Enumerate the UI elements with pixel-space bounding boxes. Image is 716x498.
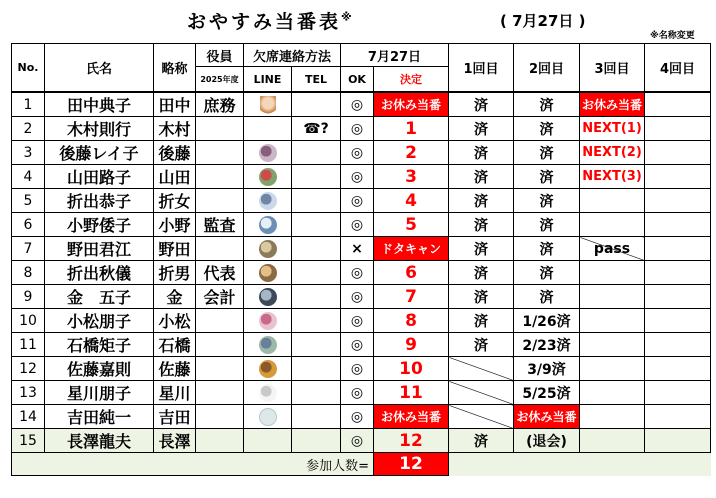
tel-cell <box>292 429 341 453</box>
line-cell <box>244 92 292 117</box>
member-name: 小野倭子 <box>45 213 154 237</box>
member-name: 小松朋子 <box>45 309 154 333</box>
round4-cell <box>645 285 711 309</box>
table-row <box>12 117 711 141</box>
line-cell <box>244 429 292 453</box>
round1-cell: 済 <box>449 309 514 333</box>
member-role <box>196 309 244 333</box>
round2-cell: 済 <box>514 92 580 117</box>
line-cell <box>244 213 292 237</box>
row-no: 5 <box>12 189 45 213</box>
member-role <box>196 165 244 189</box>
round2-cell: 2/23済 <box>514 333 580 357</box>
member-short: 後藤 <box>154 141 196 165</box>
line-avatar-icon <box>259 168 277 186</box>
tel-cell <box>292 165 341 189</box>
round1-cell: 済 <box>449 261 514 285</box>
header-round2: 2回目 <box>514 44 580 93</box>
member-name: 石橋矩子 <box>45 333 154 357</box>
line-cell <box>244 405 292 429</box>
round2-cell: 済 <box>514 117 580 141</box>
member-short: 星川 <box>154 381 196 405</box>
member-role <box>196 429 244 453</box>
rename-note: ※名称変更 <box>650 31 695 41</box>
tel-cell <box>292 357 341 381</box>
member-short: 田中 <box>154 92 196 117</box>
round3-cell <box>580 213 645 237</box>
row-no: 2 <box>12 117 45 141</box>
row-no: 4 <box>12 165 45 189</box>
ok-mark: ◎ <box>341 309 374 333</box>
round4-cell <box>645 165 711 189</box>
header-role-year: 2025年度 <box>196 67 244 93</box>
line-cell <box>244 357 292 381</box>
row-no: 11 <box>12 333 45 357</box>
member-name: 野田君江 <box>45 237 154 261</box>
table-row <box>12 405 711 429</box>
tel-cell <box>292 333 341 357</box>
round4-cell <box>645 189 711 213</box>
decision-cell: 9 <box>374 333 449 357</box>
member-name: 木村則行 <box>45 117 154 141</box>
header-role: 役員 <box>196 44 244 67</box>
member-name: 星川朋子 <box>45 381 154 405</box>
line-avatar-icon <box>259 384 277 402</box>
round3-cell: お休み当番 <box>580 92 645 117</box>
header-ok: OK <box>341 67 374 93</box>
participant-count-value: 12 <box>374 453 449 476</box>
ok-mark: ◎ <box>341 357 374 381</box>
line-avatar-icon <box>259 288 277 306</box>
member-role: 会計 <box>196 285 244 309</box>
round2-cell: 済 <box>514 213 580 237</box>
ok-mark: ◎ <box>341 213 374 237</box>
line-cell <box>244 117 292 141</box>
row-no: 3 <box>12 141 45 165</box>
round4-cell <box>645 309 711 333</box>
line-avatar-icon <box>259 192 277 210</box>
ok-mark: ◎ <box>341 165 374 189</box>
line-cell <box>244 381 292 405</box>
member-role <box>196 333 244 357</box>
member-short: 長澤 <box>154 429 196 453</box>
round3-cell: NEXT(2) <box>580 141 645 165</box>
ok-mark: × <box>341 237 374 261</box>
ok-mark: ◎ <box>341 333 374 357</box>
header-round3: 3回目 <box>580 44 645 93</box>
decision-cell: 1 <box>374 117 449 141</box>
ok-mark: ◎ <box>341 117 374 141</box>
header-decision: 決定 <box>374 67 449 93</box>
round3-cell: NEXT(3) <box>580 165 645 189</box>
table-row <box>12 429 711 453</box>
header-no: No. <box>12 44 45 93</box>
line-cell <box>244 165 292 189</box>
round2-cell: 3/9済 <box>514 357 580 381</box>
ok-mark: ◎ <box>341 189 374 213</box>
line-avatar-icon <box>259 144 277 162</box>
member-short: 折男 <box>154 261 196 285</box>
tel-cell <box>292 381 341 405</box>
page-title: おやすみ当番表※ <box>187 10 352 33</box>
round1-cell <box>449 381 514 405</box>
round4-cell <box>645 405 711 429</box>
table-row <box>12 381 711 405</box>
round4-cell <box>645 117 711 141</box>
member-role <box>196 237 244 261</box>
round1-cell: 済 <box>449 237 514 261</box>
member-short: 木村 <box>154 117 196 141</box>
round3-cell <box>580 309 645 333</box>
duty-table <box>11 43 711 476</box>
date-heading: ( 7月27日 ) <box>500 12 586 30</box>
decision-cell: ドタキャン <box>374 237 449 261</box>
round4-cell <box>645 92 711 117</box>
round3-cell <box>580 429 645 453</box>
row-no: 12 <box>12 357 45 381</box>
ok-mark: ◎ <box>341 405 374 429</box>
tel-cell <box>292 285 341 309</box>
round4-cell <box>645 261 711 285</box>
round2-cell: (退会) <box>514 429 580 453</box>
round4-cell <box>645 141 711 165</box>
header-round1: 1回目 <box>449 44 514 93</box>
table-row <box>12 309 711 333</box>
decision-cell: 7 <box>374 285 449 309</box>
ok-mark: ◎ <box>341 92 374 117</box>
round3-cell <box>580 261 645 285</box>
member-name: 折出恭子 <box>45 189 154 213</box>
header-tel: TEL <box>292 67 341 93</box>
table-row <box>12 189 711 213</box>
round4-cell <box>645 357 711 381</box>
round3-cell <box>580 381 645 405</box>
round1-cell: 済 <box>449 333 514 357</box>
line-cell <box>244 261 292 285</box>
round3-cell <box>580 333 645 357</box>
round2-cell: お休み当番 <box>514 405 580 429</box>
decision-cell: 5 <box>374 213 449 237</box>
header-short: 略称 <box>154 44 196 93</box>
table-row <box>12 357 711 381</box>
round1-cell: 済 <box>449 165 514 189</box>
line-avatar-icon <box>259 312 277 330</box>
round4-cell <box>645 429 711 453</box>
decision-cell: 6 <box>374 261 449 285</box>
table-row <box>12 213 711 237</box>
header-round4: 4回目 <box>645 44 711 93</box>
line-avatar-icon <box>259 408 277 426</box>
line-cell <box>244 189 292 213</box>
decision-cell: 10 <box>374 357 449 381</box>
round2-cell: 済 <box>514 165 580 189</box>
header-line: LINE <box>244 67 292 93</box>
round4-cell <box>645 237 711 261</box>
member-name: 田中典子 <box>45 92 154 117</box>
member-role <box>196 141 244 165</box>
row-no: 1 <box>12 92 45 117</box>
member-role <box>196 189 244 213</box>
round3-cell <box>580 189 645 213</box>
line-cell <box>244 237 292 261</box>
tel-cell <box>292 189 341 213</box>
member-short: 折女 <box>154 189 196 213</box>
line-avatar-icon <box>259 216 277 234</box>
round1-cell: 済 <box>449 141 514 165</box>
member-name: 吉田純一 <box>45 405 154 429</box>
line-cell <box>244 141 292 165</box>
member-short: 小松 <box>154 309 196 333</box>
line-cell <box>244 285 292 309</box>
decision-cell: 4 <box>374 189 449 213</box>
round2-cell: 済 <box>514 189 580 213</box>
member-short: 小野 <box>154 213 196 237</box>
row-no: 14 <box>12 405 45 429</box>
member-short: 山田 <box>154 165 196 189</box>
ok-mark: ◎ <box>341 381 374 405</box>
member-short: 吉田 <box>154 405 196 429</box>
round1-cell <box>449 405 514 429</box>
decision-cell: お休み当番 <box>374 92 449 117</box>
tel-cell <box>292 92 341 117</box>
table-row <box>12 92 711 117</box>
round1-cell: 済 <box>449 117 514 141</box>
ok-mark: ◎ <box>341 429 374 453</box>
round1-cell: 済 <box>449 429 514 453</box>
round1-cell: 済 <box>449 285 514 309</box>
round2-cell: 済 <box>514 285 580 309</box>
member-role: 監査 <box>196 213 244 237</box>
ok-mark: ◎ <box>341 141 374 165</box>
tel-cell <box>292 141 341 165</box>
member-short: 石橋 <box>154 333 196 357</box>
member-role: 庶務 <box>196 92 244 117</box>
tel-cell <box>292 261 341 285</box>
member-name: 山田路子 <box>45 165 154 189</box>
member-short: 金 <box>154 285 196 309</box>
member-name: 金 五子 <box>45 285 154 309</box>
member-short: 佐藤 <box>154 357 196 381</box>
round1-cell: 済 <box>449 189 514 213</box>
member-name: 長澤龍夫 <box>45 429 154 453</box>
decision-cell: 12 <box>374 429 449 453</box>
line-avatar-icon <box>259 264 277 282</box>
line-avatar-icon <box>260 96 276 114</box>
member-name: 折出秋儀 <box>45 261 154 285</box>
ok-mark: ◎ <box>341 261 374 285</box>
tel-cell <box>292 237 341 261</box>
round1-cell <box>449 357 514 381</box>
decision-cell: 2 <box>374 141 449 165</box>
line-avatar-icon <box>259 336 277 354</box>
member-name: 後藤レイ子 <box>45 141 154 165</box>
line-cell <box>244 309 292 333</box>
tel-cell <box>292 309 341 333</box>
line-avatar-icon <box>259 360 277 378</box>
member-short: 野田 <box>154 237 196 261</box>
ok-mark: ◎ <box>341 285 374 309</box>
round3-cell <box>580 357 645 381</box>
tel-cell <box>292 213 341 237</box>
header-date: 7月27日 <box>341 44 449 67</box>
header-name: 氏名 <box>45 44 154 93</box>
row-no: 6 <box>12 213 45 237</box>
round2-cell: 1/26済 <box>514 309 580 333</box>
member-role: 代表 <box>196 261 244 285</box>
member-name: 佐藤嘉則 <box>45 357 154 381</box>
member-role <box>196 405 244 429</box>
round1-cell: 済 <box>449 213 514 237</box>
table-row <box>12 285 711 309</box>
row-no: 8 <box>12 261 45 285</box>
row-no: 7 <box>12 237 45 261</box>
decision-cell: 11 <box>374 381 449 405</box>
round3-cell <box>580 405 645 429</box>
table-row <box>12 141 711 165</box>
line-cell <box>244 333 292 357</box>
round4-cell <box>645 213 711 237</box>
round2-cell: 済 <box>514 237 580 261</box>
table-row <box>12 237 711 261</box>
round2-cell: 済 <box>514 261 580 285</box>
round2-cell: 5/25済 <box>514 381 580 405</box>
summary-empty <box>449 453 711 476</box>
participant-count-label: 参加人数= <box>12 453 374 476</box>
round3-cell: NEXT(1) <box>580 117 645 141</box>
member-role <box>196 381 244 405</box>
round2-cell: 済 <box>514 141 580 165</box>
decision-cell: 3 <box>374 165 449 189</box>
line-avatar-icon <box>259 240 277 258</box>
round3-cell: pass <box>580 237 645 261</box>
row-no: 15 <box>12 429 45 453</box>
header-contact: 欠席連絡方法 <box>244 44 341 67</box>
tel-cell: ☎? <box>292 117 341 141</box>
member-role <box>196 357 244 381</box>
tel-cell <box>292 405 341 429</box>
table-row <box>12 261 711 285</box>
round4-cell <box>645 333 711 357</box>
round4-cell <box>645 381 711 405</box>
row-no: 10 <box>12 309 45 333</box>
table-row <box>12 333 711 357</box>
row-no: 9 <box>12 285 45 309</box>
decision-cell: 8 <box>374 309 449 333</box>
decision-cell: お休み当番 <box>374 405 449 429</box>
table-row <box>12 165 711 189</box>
round1-cell: 済 <box>449 92 514 117</box>
row-no: 13 <box>12 381 45 405</box>
round3-cell <box>580 285 645 309</box>
member-role <box>196 117 244 141</box>
